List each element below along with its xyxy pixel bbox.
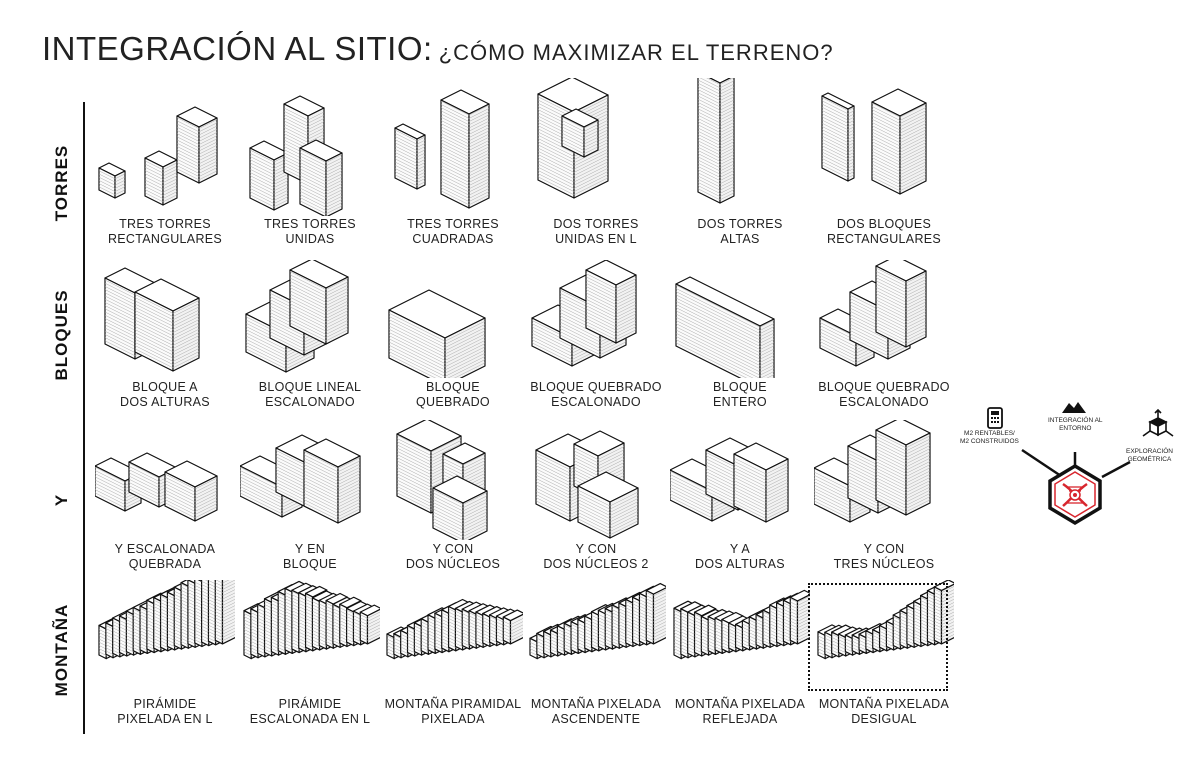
massing-drawing bbox=[240, 260, 380, 378]
massing-caption bbox=[373, 697, 533, 727]
massing-drawing bbox=[526, 420, 666, 540]
massing-drawing bbox=[95, 580, 235, 695]
caption-line-2: BLOQUE bbox=[283, 557, 337, 571]
caption-line-2: RECTANGULARES bbox=[826, 232, 942, 246]
page-title bbox=[42, 30, 834, 68]
row-label-y: Y bbox=[52, 493, 71, 507]
caption-line-2: ESCALONADO bbox=[265, 395, 355, 409]
massing-caption bbox=[373, 217, 533, 247]
caption-line-1: MONTAÑA PIXELADA bbox=[818, 697, 950, 711]
massing-drawing bbox=[526, 78, 666, 216]
cube-axes-icon bbox=[1143, 410, 1173, 436]
caption-line-2: DOS ALTURAS bbox=[120, 395, 210, 409]
caption-line-2: REFLEJADA bbox=[702, 712, 778, 726]
row-divider-line bbox=[83, 102, 85, 734]
massing-drawing bbox=[814, 420, 954, 540]
caption-line-1: DOS TORRES bbox=[697, 217, 783, 231]
caption-line-2: DOS NÚCLEOS bbox=[405, 557, 501, 571]
massing-caption bbox=[804, 380, 964, 410]
mountain-icon bbox=[1062, 402, 1086, 413]
caption-line-1: PIRÁMIDE bbox=[278, 697, 342, 711]
caption-line-2: PIXELADA bbox=[421, 712, 485, 726]
caption-line-1: Y EN bbox=[294, 542, 326, 556]
caption-line-2: ESCALONADO bbox=[839, 395, 929, 409]
caption-line-1: MONTAÑA PIXELADA bbox=[674, 697, 806, 711]
caption-line-1: Y A bbox=[729, 542, 751, 556]
caption-line-1: BLOQUE bbox=[426, 380, 480, 394]
massing-drawing bbox=[95, 420, 235, 540]
massing-drawing bbox=[526, 580, 666, 695]
caption-line-2: QUEBRADO bbox=[416, 395, 490, 409]
massing-caption bbox=[516, 542, 676, 572]
massing-caption bbox=[660, 697, 820, 727]
row-label-torres: TORRES bbox=[52, 144, 71, 222]
massing-caption bbox=[230, 217, 390, 247]
caption-line-1: BLOQUE bbox=[713, 380, 767, 394]
massing-drawing bbox=[240, 580, 380, 695]
massing-caption bbox=[85, 542, 245, 572]
massing-drawing bbox=[95, 260, 235, 378]
caption-line-1: MONTAÑA PIXELADA bbox=[530, 697, 662, 711]
massing-caption bbox=[373, 542, 533, 572]
caption-line-2: ASCENDENTE bbox=[551, 712, 641, 726]
caption-line-1: PIRÁMIDE bbox=[133, 697, 197, 711]
caption-line-2: UNIDAS EN L bbox=[555, 232, 637, 246]
caption-line-2: QUEBRADA bbox=[128, 557, 202, 571]
caption-line-1: BLOQUE QUEBRADO bbox=[818, 380, 950, 394]
caption-line-1: Y CON bbox=[432, 542, 474, 556]
caption-line-1: Y ESCALONADA bbox=[114, 542, 216, 556]
massing-drawing bbox=[670, 78, 810, 216]
caption-line-1: DOS BLOQUES bbox=[836, 217, 932, 231]
massing-caption bbox=[230, 542, 390, 572]
caption-line-1: MONTAÑA PIRAMIDAL bbox=[384, 697, 522, 711]
massing-caption bbox=[660, 542, 820, 572]
caption-line-2: RECTANGULARES bbox=[107, 232, 223, 246]
caption-line-2: ESCALONADO bbox=[551, 395, 641, 409]
row-label-bloques: BLOQUES bbox=[52, 289, 71, 381]
caption-line-2: TRES NÚCLEOS bbox=[833, 557, 935, 571]
massing-drawing bbox=[383, 260, 523, 378]
massing-caption bbox=[85, 217, 245, 247]
massing-drawing bbox=[670, 420, 810, 540]
massing-drawing bbox=[670, 580, 810, 695]
dna-hexagon-icon bbox=[1050, 466, 1100, 523]
massing-caption bbox=[804, 217, 964, 247]
massing-drawing bbox=[383, 78, 523, 216]
massing-drawing bbox=[814, 260, 954, 378]
massing-drawing bbox=[240, 78, 380, 216]
massing-caption bbox=[230, 697, 390, 727]
massing-caption bbox=[516, 217, 676, 247]
caption-line-2: DESIGUAL bbox=[851, 712, 917, 726]
row-label-montana: MONTAÑA bbox=[52, 603, 71, 697]
caption-line-2: ALTAS bbox=[720, 232, 760, 246]
caption-line-2: UNIDAS bbox=[285, 232, 335, 246]
massing-drawing bbox=[240, 420, 380, 540]
legend-label-integracion: INTEGRACIÓN AL ENTORNO bbox=[1048, 417, 1103, 432]
title-sub: ¿CÓMO MAXIMIZAR EL TERRENO? bbox=[438, 40, 834, 65]
caption-line-1: DOS TORRES bbox=[553, 217, 639, 231]
massing-caption bbox=[516, 697, 676, 727]
caption-line-1: Y CON bbox=[575, 542, 617, 556]
caption-line-2: DOS NÚCLEOS 2 bbox=[543, 557, 649, 571]
massing-caption bbox=[516, 380, 676, 410]
caption-line-1: TRES TORRES bbox=[264, 217, 356, 231]
caption-line-1: BLOQUE A bbox=[132, 380, 198, 394]
caption-line-2: ENTERO bbox=[713, 395, 767, 409]
massing-caption bbox=[85, 697, 245, 727]
massing-drawing bbox=[383, 420, 523, 540]
caption-line-1: TRES TORRES bbox=[407, 217, 499, 231]
caption-line-1: Y CON bbox=[863, 542, 905, 556]
massing-caption bbox=[230, 380, 390, 410]
caption-line-1: BLOQUE LINEAL bbox=[258, 380, 362, 394]
calculator-icon bbox=[988, 408, 1002, 428]
massing-drawing bbox=[814, 78, 954, 216]
caption-line-2: ESCALONADA EN L bbox=[249, 712, 371, 726]
massing-drawing bbox=[670, 260, 810, 378]
caption-line-2: CUADRADAS bbox=[412, 232, 494, 246]
caption-line-2: PIXELADA EN L bbox=[117, 712, 213, 726]
massing-caption bbox=[660, 217, 820, 247]
criteria-legend bbox=[950, 400, 1200, 540]
massing-caption bbox=[373, 380, 533, 410]
massing-drawing bbox=[383, 580, 523, 695]
selected-option-frame bbox=[808, 583, 948, 691]
massing-drawing bbox=[526, 260, 666, 378]
caption-line-1: BLOQUE QUEBRADO bbox=[530, 380, 662, 394]
legend-label-m2: M2 RENTABLES/ M2 CONSTRUIDOS bbox=[960, 430, 1019, 445]
massing-caption bbox=[804, 697, 964, 727]
massing-caption bbox=[660, 380, 820, 410]
massing-caption bbox=[85, 380, 245, 410]
caption-line-1: TRES TORRES bbox=[119, 217, 211, 231]
legend-label-exploracion: EXPLORACIÓN GEOMÉTRICA bbox=[1126, 448, 1173, 463]
massing-drawing bbox=[95, 78, 235, 216]
massing-caption bbox=[804, 542, 964, 572]
title-main: INTEGRACIÓN AL SITIO: bbox=[42, 30, 433, 67]
caption-line-2: DOS ALTURAS bbox=[695, 557, 785, 571]
